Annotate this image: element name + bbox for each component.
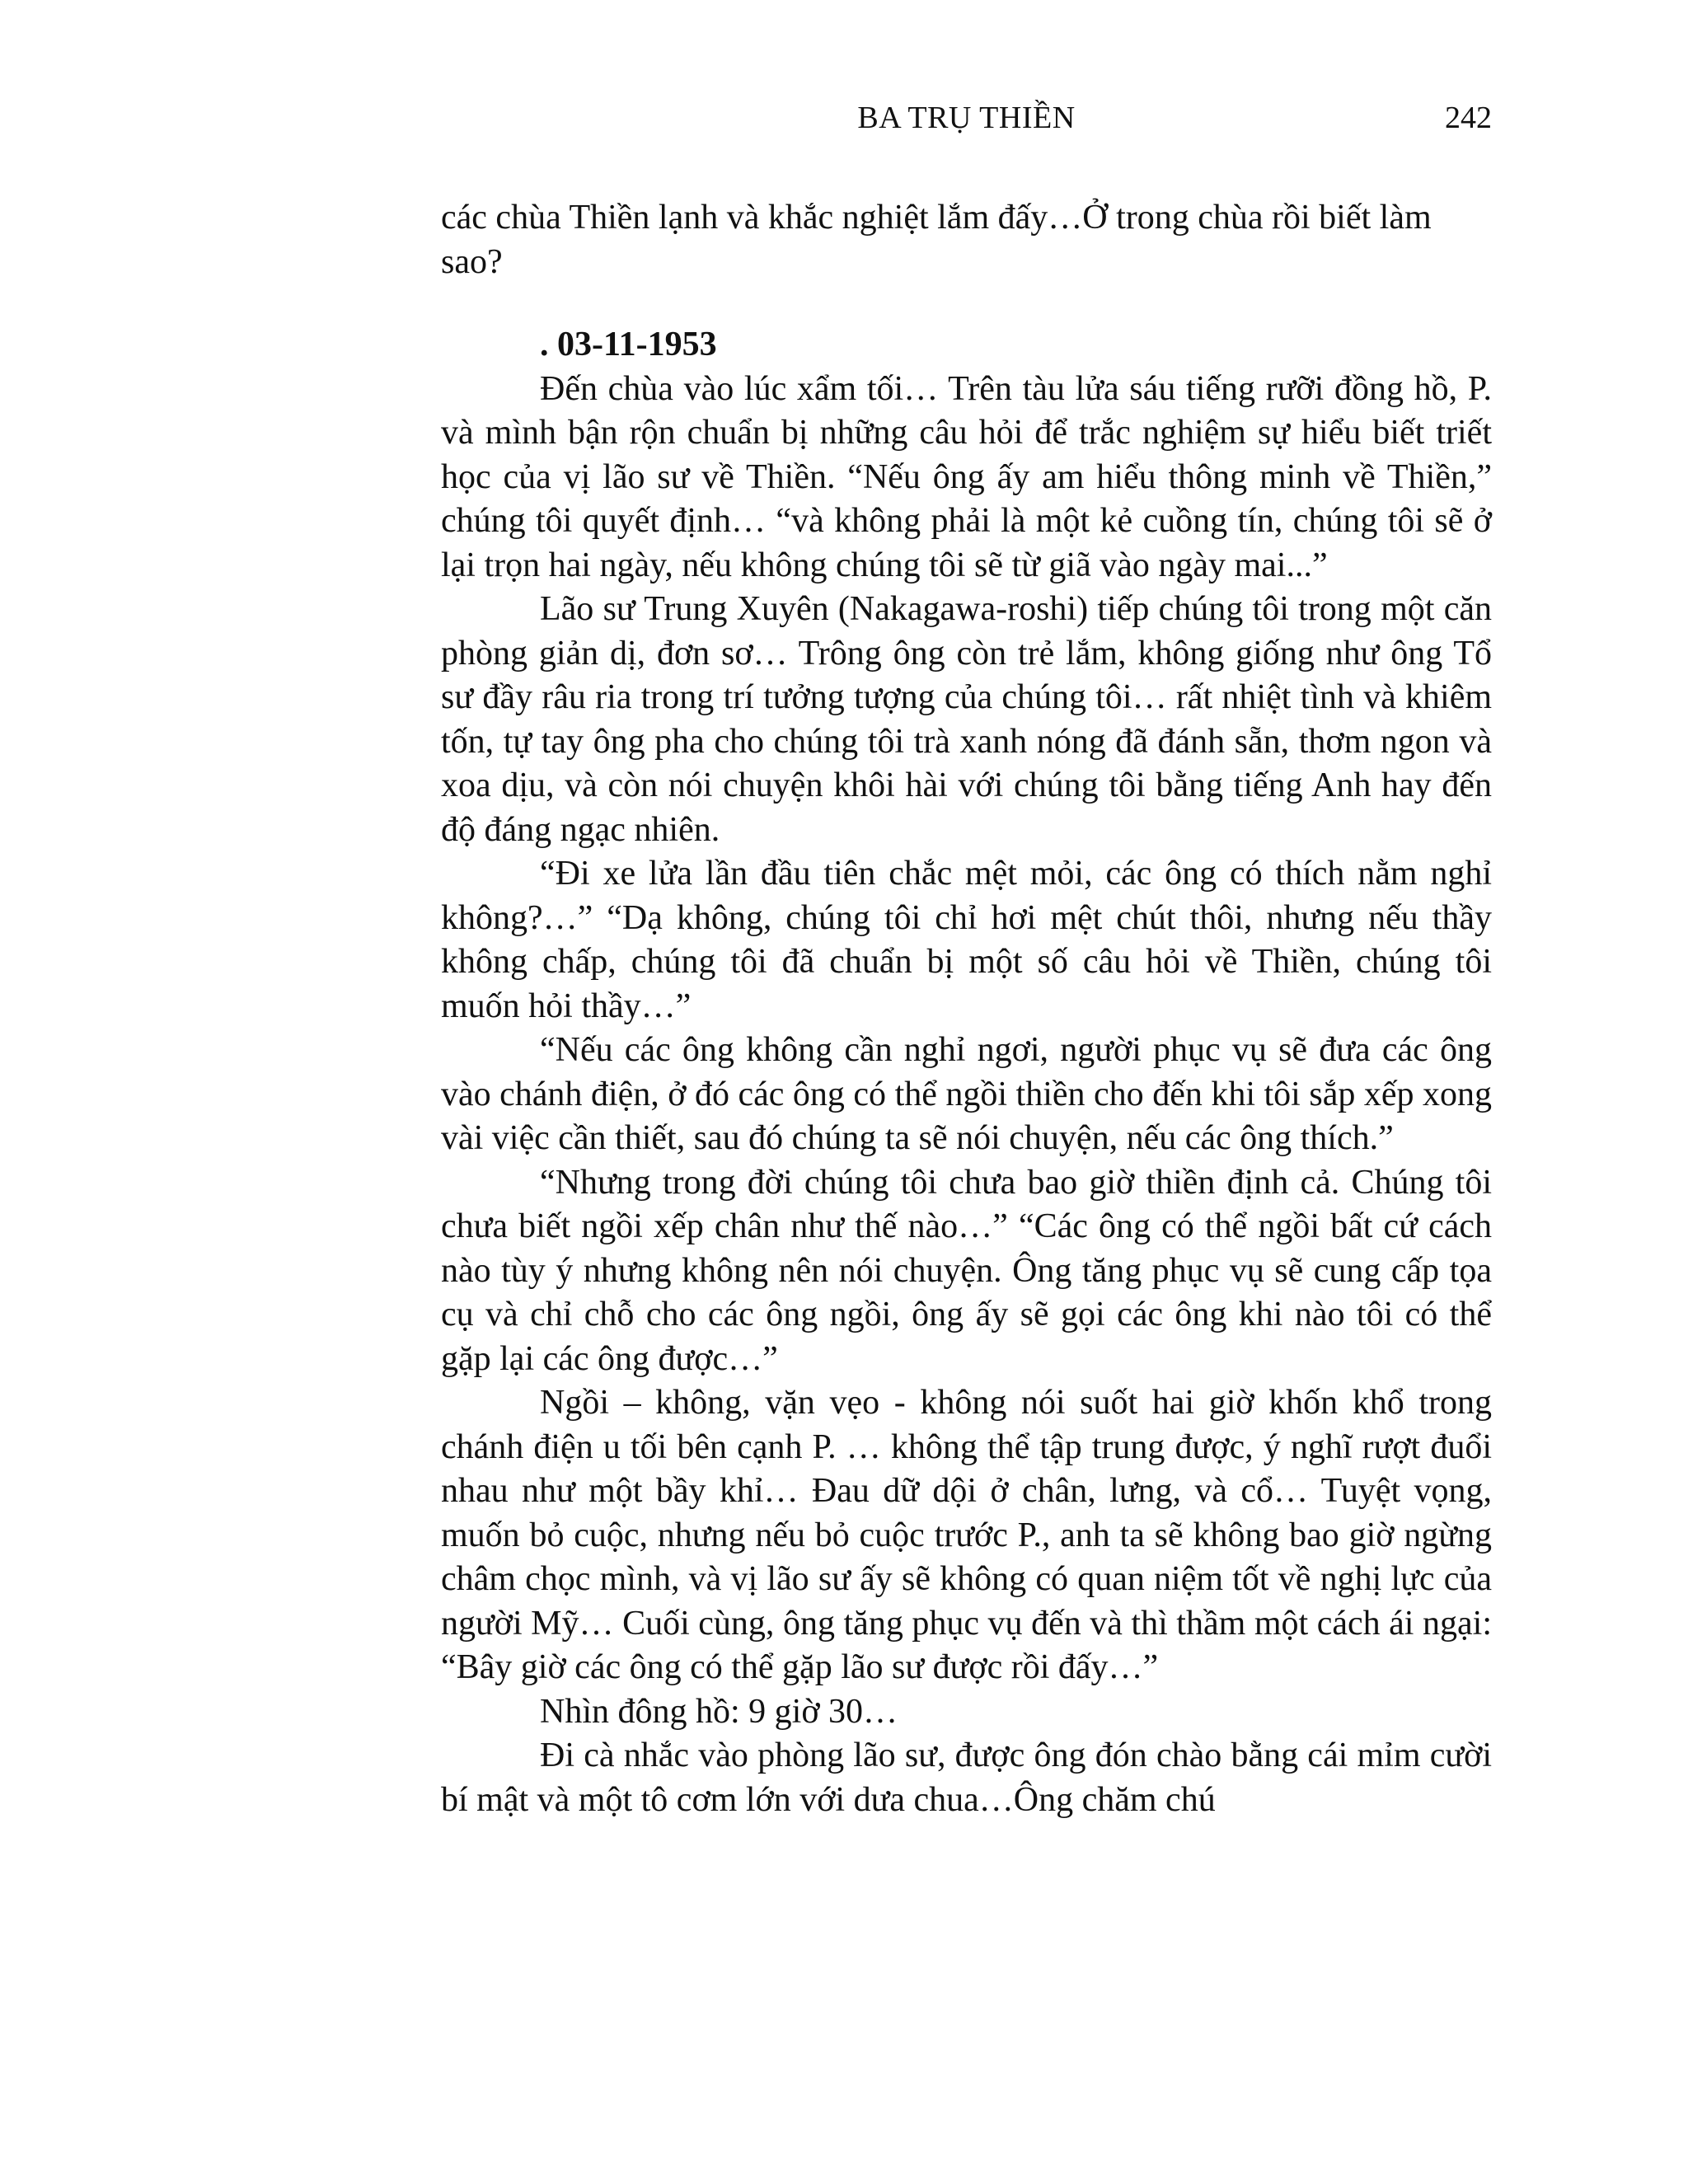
body-text: [441, 196, 1492, 1822]
paragraph: “Nhưng trong đời chúng tôi chưa bao giờ thiền định cả. Chúng tôi chưa biết ngồi xếp chân như thế nào…” “Các ông có thể ngồi bất cứ cách nào tùy ý nhưng không nên nói chuyện. Ông tăng phục vụ sẽ cung cấp tọa cụ và chỉ chỗ cho các ông ngồi, ông ấy sẽ gọi các ông khi nào tôi có thể gặp lại các ông được…”: [441, 1163, 1492, 1378]
running-title: BA TRỤ THIỀN: [857, 101, 1076, 135]
paragraph: “Nếu các ông không cần nghỉ ngơi, người phục vụ sẽ đưa các ông vào chánh điện, ở đó các ông có thể ngồi thiền cho đến khi tôi sắp xếp xong vài việc cần thiết, sau đó chúng ta sẽ nói chuyện, nếu các ông thích.”: [441, 1031, 1492, 1157]
paragraph: Lão sư Trung Xuyên (Nakagawa-roshi) tiếp chúng tôi trong một căn phòng giản dị, đơn sơ… Trông ông còn trẻ lắm, không giống như ông Tổ sư đầy râu ria trong trí tưởng tượng của chúng tôi… rất nhiệt tình và khiêm tốn, tự tay ông pha cho chúng tôi trà xanh nóng đã đánh sẵn, thơm ngon và xoa dịu, và còn nói chuyện khôi hài với chúng tôi bằng tiếng Anh hay đến độ đáng ngạc nhiên.: [441, 590, 1492, 849]
page-number: 242: [1445, 101, 1492, 135]
paragraph: Đến chùa vào lúc xẩm tối… Trên tàu lửa sáu tiếng rưỡi đồng hồ, P. và mình bận rộn chuẩn bị những câu hỏi để trắc nghiệm sự hiểu biết triết học của vị lão sư về Thiền. “Nếu ông ấy am hiểu thông minh về Thiền,” chúng tôi quyết định… “và không phải là một kẻ cuồng tín, chúng tôi sẽ ở lại trọn hai ngày, nếu không chúng tôi sẽ từ giã vào ngày mai...”: [441, 369, 1492, 584]
paragraph: Đi cà nhắc vào phòng lão sư, được ông đón chào bằng cái mỉm cười bí mật và một tô cơm lớn với dưa chua…Ông chăm chú: [441, 1736, 1492, 1819]
paragraph: Ngồi – không, vặn vẹo - không nói suốt hai giờ khốn khổ trong chánh điện u tối bên cạnh P. … không thể tập trung được, ý nghĩ rượt đuổi nhau như một bầy khỉ… Đau dữ dội ở chân, lưng, và cổ… Tuyệt vọng, muốn bỏ cuộc, nhưng nếu bỏ cuộc trước P., anh ta sẽ không bao giờ ngừng châm chọc mình, và vị lão sư ấy sẽ không có quan niệm tốt về nghị lực của người Mỹ… Cuối cùng, ông tăng phục vụ đến và thì thầm một cách ái ngại: “Bây giờ các ông có thể gặp lão sư được rồi đấy…”: [441, 1384, 1492, 1686]
running-header: [441, 97, 1492, 138]
diary-date-heading: . 03-11-1953: [540, 326, 717, 363]
paragraph: “Đi xe lửa lần đầu tiên chắc mệt mỏi, các ông có thích nằm nghỉ không?…” “Dạ không, chúng tôi chỉ hơi mệt chút thôi, nhưng nếu thầy không chấp, chúng tôi đã chuẩn bị một số câu hỏi về Thiền, chúng tôi muốn hỏi thầy…”: [441, 855, 1492, 1025]
paragraph: Nhìn đông hồ: 9 giờ 30…: [540, 1692, 898, 1731]
paragraph-continuation: các chùa Thiền lạnh và khắc nghiệt lắm đấy…Ở trong chùa rồi biết làm sao?: [441, 199, 1432, 281]
